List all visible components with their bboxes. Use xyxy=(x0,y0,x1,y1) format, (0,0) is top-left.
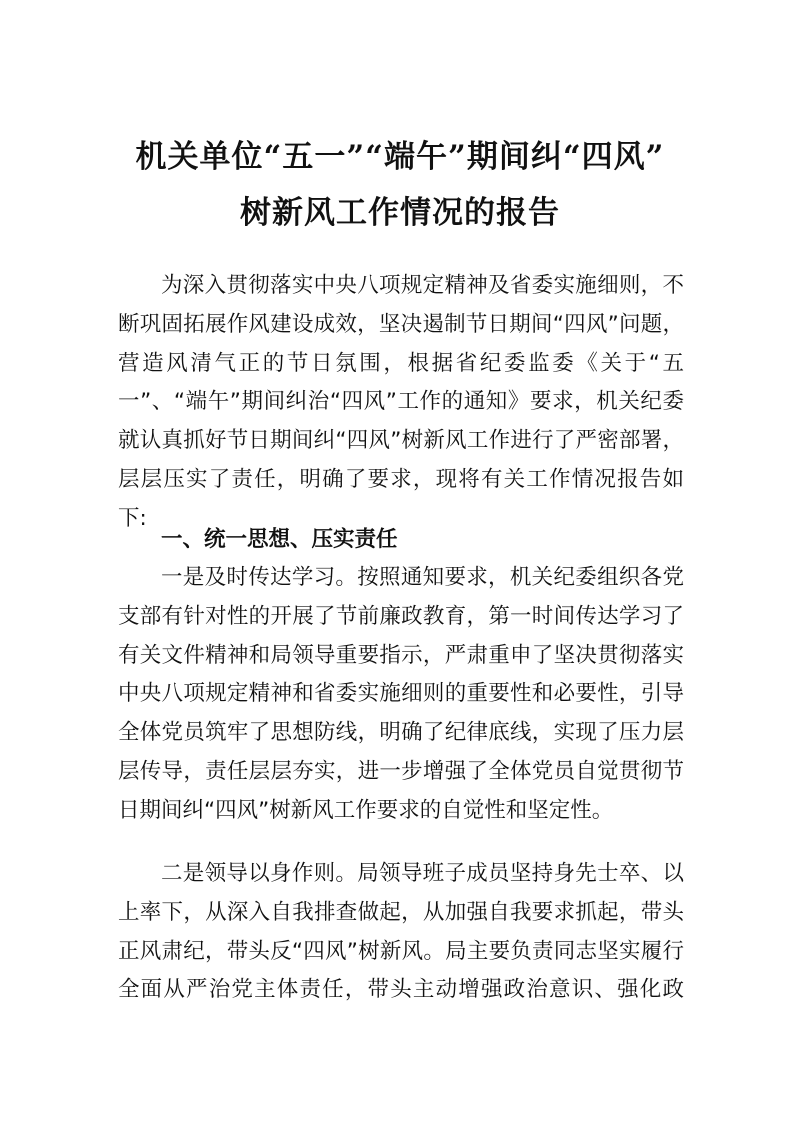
paragraph-leadership-example: 二是领导以身作则。局领导班子成员坚持身先士卒、以上率下，从深入自我排查做起，从加强自我要求抓起，带头正风肃纪，带头反“四风”树新风。局主要负责同志坚实履行全面从严治党主体责任，带头主动增强政治意识、强化政 xyxy=(118,861,684,1003)
document-title-line-1: 机关单位“五一”“端午”期间纠“四风” xyxy=(135,139,665,175)
section-heading-1: 一、统一思想、压实责任 xyxy=(161,527,398,552)
document-title-line-2: 树新风工作情况的报告 xyxy=(240,195,560,231)
intro-paragraph: 为深入贯彻落实中央八项规定精神及省委实施细则，不断巩固拓展作风建设成效，坚决遏制节日期间“四风”问题，营造风清气正的节日氛围，根据省纪委监委《关于“五一”、“端午”期间纠治“四风”工作的通知》要求，机关纪委就认真抓好节日期间纠“四风”树新风工作进行了严密部署，层层压实了责任，明确了要求，现将有关工作情况报告如下: xyxy=(118,273,684,531)
paragraph-timely-study: 一是及时传达学习。按照通知要求，机关纪委组织各党支部有针对性的开展了节前廉政教育，第一时间传达学习了有关文件精神和局领导重要指示，严肃重申了坚决贯彻落实中央八项规定精神和省委实施细则的重要性和必要性，引导全体党员筑牢了思想防线，明确了纪律底线，实现了压力层层传导，责任层层夯实，进一步增强了全体党员自觉贯彻节日期间纠“四风”树新风工作要求的自觉性和坚定性。 xyxy=(118,565,684,823)
